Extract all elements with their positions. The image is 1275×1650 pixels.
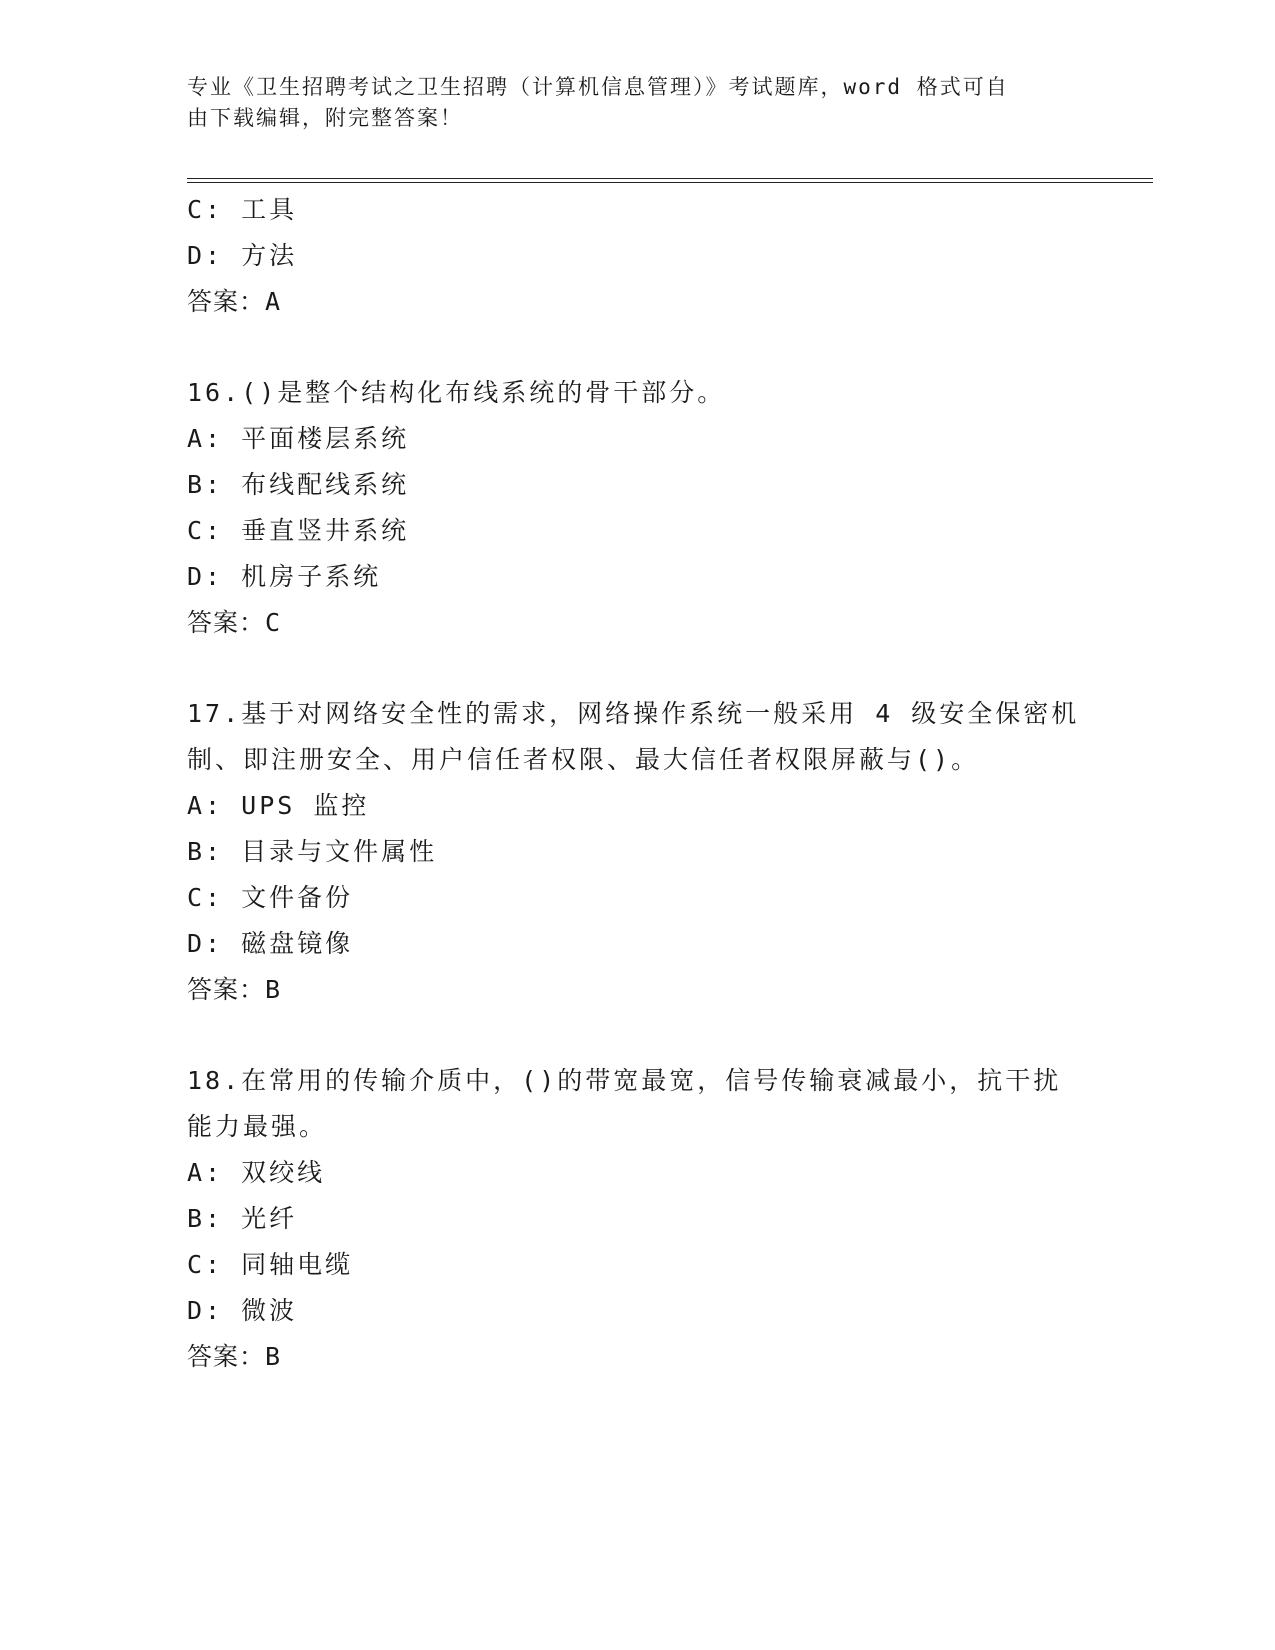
question-15-tail bbox=[187, 187, 1067, 325]
question-stem: 18.在常用的传输介质中，()的带宽最宽，信号传输衰减最小，抗干扰 bbox=[187, 1066, 1062, 1095]
question-stem: 17.基于对网络安全性的需求，网络操作系统一般采用 4 级安全保密机 bbox=[187, 699, 1080, 728]
option-d: D: 磁盘镜像 bbox=[187, 929, 354, 958]
option-d: D: 机房子系统 bbox=[187, 562, 382, 591]
answer-line bbox=[187, 1334, 1067, 1380]
question-16 bbox=[187, 370, 1067, 646]
option-a: A: 平面楼层系统 bbox=[187, 424, 410, 453]
option-c: C: 工具 bbox=[187, 195, 298, 224]
question-stem-continued: 能力最强。 bbox=[187, 1112, 328, 1141]
question-18 bbox=[187, 1058, 1067, 1380]
answer-value: C bbox=[265, 608, 284, 637]
header-rule-top bbox=[187, 178, 1153, 179]
answer-line bbox=[187, 279, 1067, 325]
document-header bbox=[187, 72, 1067, 134]
question-17 bbox=[187, 691, 1080, 1013]
question-list bbox=[187, 187, 1080, 1380]
option-a: A: 双绞线 bbox=[187, 1158, 326, 1187]
answer-value: B bbox=[265, 1342, 284, 1371]
option-c: C: 文件备份 bbox=[187, 883, 354, 912]
answer-label: 答案： bbox=[187, 976, 266, 1004]
option-a: A: UPS 监控 bbox=[187, 791, 370, 820]
answer-line bbox=[187, 967, 1067, 1013]
option-c: C: 垂直竖井系统 bbox=[187, 516, 410, 545]
option-d: D: 微波 bbox=[187, 1296, 298, 1325]
spacer bbox=[187, 646, 1067, 691]
answer-value: B bbox=[265, 975, 284, 1004]
answer-label: 答案： bbox=[187, 288, 266, 316]
answer-line bbox=[187, 600, 1067, 646]
header-rule-bottom bbox=[187, 182, 1153, 183]
option-b: B: 目录与文件属性 bbox=[187, 837, 438, 866]
option-c: C: 同轴电缆 bbox=[187, 1250, 354, 1279]
option-b: B: 光纤 bbox=[187, 1204, 298, 1233]
option-b: B: 布线配线系统 bbox=[187, 470, 410, 499]
header-line-1: 专业《卫生招聘考试之卫生招聘（计算机信息管理）》考试题库，word 格式可自 bbox=[187, 75, 1009, 99]
spacer bbox=[187, 325, 1067, 370]
question-stem-continued: 制、即注册安全、用户信任者权限、最大信任者权限屏蔽与()。 bbox=[187, 745, 980, 774]
answer-label: 答案： bbox=[187, 609, 266, 637]
answer-label: 答案： bbox=[187, 1343, 266, 1371]
option-d: D: 方法 bbox=[187, 241, 298, 270]
answer-value: A bbox=[265, 287, 284, 316]
question-stem: 16.()是整个结构化布线系统的骨干部分。 bbox=[187, 378, 726, 407]
header-line-2: 由下载编辑，附完整答案！ bbox=[187, 106, 463, 130]
spacer bbox=[187, 1013, 1067, 1058]
